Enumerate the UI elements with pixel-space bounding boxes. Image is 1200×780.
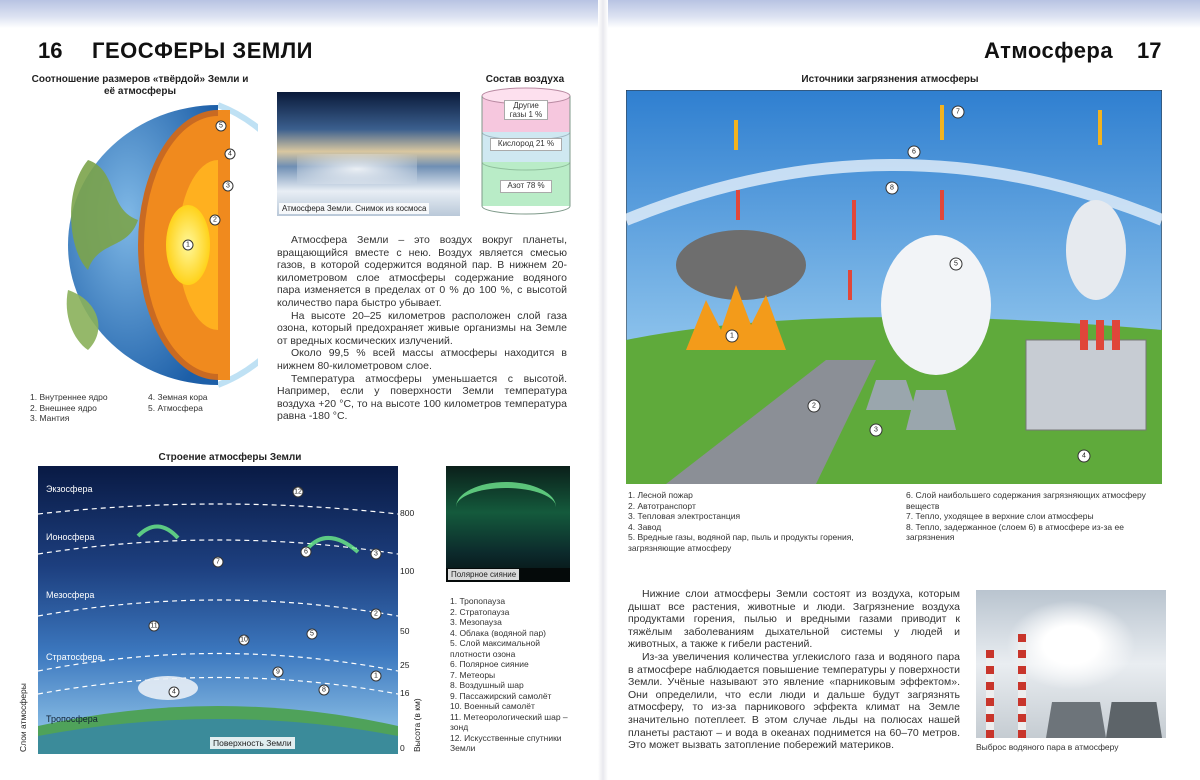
earth-diagram-caption: Соотношение размеров «твёрдой» Земли и её атмосферы [31,74,249,97]
steam-photo-caption: Выброс водяного пара в атмосферу [976,742,1119,752]
smoke-cloud [1066,200,1126,300]
marker-2 [808,400,820,412]
earth-surface-label: Поверхность Земли [210,737,295,749]
legend-item: 12. Искусственные спутники Земли [450,732,562,753]
legend-item: 7. Метеоры [450,669,496,680]
space-photo [277,92,460,216]
svg-text:3: 3 [874,426,878,434]
svg-text:6: 6 [304,548,308,556]
svg-text:4: 4 [228,150,232,158]
marker-11 [149,621,159,631]
pollution-legend-col1 [628,490,894,553]
paragraph: Нижние слои атмосферы Земли состоят из воздуха, которым дышат все растения, животные и люди. Загрязнение воздуха продуктами горения, пылью и вредными газами приводит к тяжёлым заболеваниям дыхательной системы у людей и животных, а также к гибели растений. [628,588,960,651]
marker-2 [210,215,220,225]
marker-5 [950,258,962,270]
steam-cloud [881,235,991,375]
right-page-number: 17 [1137,38,1162,63]
svg-text:7: 7 [956,108,960,116]
svg-text:4: 4 [1082,452,1086,460]
svg-text:6: 6 [912,148,916,156]
cloud-shape [297,154,417,184]
marker-3 [371,549,381,559]
legend-item: 5. Слой максимальной плотности озона [450,638,540,659]
legend-item: 8. Воздушный шар [450,680,524,690]
legend-item: 11. Метеорологический шар – зонд [450,711,568,732]
svg-text:4: 4 [172,688,176,696]
right-page-title: Атмосфера [984,38,1114,63]
legend-item: 1. Лесной пожар [628,490,693,500]
legend-item: 3. Тепловая электростанция [628,511,741,521]
marker-1 [371,671,381,681]
lower-text [628,588,960,752]
svg-text:1: 1 [730,332,734,340]
air-layer-other: Другие газы 1 % [504,100,548,120]
svg-text:1: 1 [186,241,190,249]
svg-text:8: 8 [890,184,894,192]
marker-8 [886,182,898,194]
legend-item: 4. Облака (водяной пар) [450,627,547,638]
intro-text [277,234,567,423]
marker-8 [319,685,329,695]
earth-legend-col2 [148,392,208,413]
svg-text:7: 7 [216,558,220,566]
aurora-photo [446,466,570,582]
svg-text:8: 8 [322,686,326,694]
paragraph: Температура атмосферы уменьшается с высотой. Например, если у поверхности Земли температура воздуха +20 °С, то на высоте 100 километров температура равна -180 °С. [277,372,567,423]
legend-item: 2. Автотранспорт [628,500,696,511]
svg-text:5: 5 [954,260,958,268]
legend-item: 5. Вредные газы, водяной пар, пыль и продукты горения, загрязняющие атмосферу [628,532,854,553]
marker-5 [307,629,317,639]
legend-item: 6. Полярное сияние [450,659,529,669]
legend-item: 1. Внутреннее ядро [30,392,108,402]
marker-2 [371,609,381,619]
space-photo-caption: Атмосфера Земли. Снимок из космоса [279,203,429,214]
cooling-tower [1046,702,1106,738]
steam-photo [976,590,1166,738]
marker-4 [169,687,179,697]
marker-4 [1078,450,1090,462]
pollution-diagram [626,90,1162,484]
factory [1026,340,1146,430]
svg-text:12: 12 [294,488,302,496]
svg-text:10: 10 [240,636,248,644]
cooling-tower [1106,702,1162,738]
structure-legend [450,596,580,754]
svg-text:5: 5 [219,122,223,130]
marker-5 [216,121,226,131]
earth-legend-col1 [30,392,108,424]
legend-item: 5. Атмосфера [148,402,203,413]
legend-item: 10. Военный самолёт [450,701,535,711]
air-composition-caption: Состав воздуха [485,74,565,85]
structure-caption: Строение атмосферы Земли [158,452,302,463]
legend-item: 2. Внешнее ядро [30,402,97,413]
chimney [986,650,994,738]
legend-item: 1. Тропопауза [450,596,506,606]
legend-item: 8. Тепло, задержанное (слоем 6) в атмосфере из-за ее загрязнения [906,521,1124,542]
legend-item: 3. Мезопауза [450,617,502,627]
left-page-number: 16 [38,38,63,63]
scale-tick-800: 800 [400,508,415,518]
marker-12 [293,487,303,497]
book-gutter [598,0,608,780]
legend-item: 4. Завод [628,521,662,532]
marker-3 [223,181,233,191]
legend-item: 7. Тепло, уходящее в верхние слои атмосферы [906,511,1094,521]
svg-text:9: 9 [276,668,280,676]
svg-text:11: 11 [150,622,158,630]
layer-ionosphere: Ионосфера [46,532,95,542]
svg-text:2: 2 [812,402,816,410]
paragraph: Около 99,5 % всей массы атмосферы находится в нижнем 80-километровом слое. [277,347,567,372]
marker-7 [952,106,964,118]
layer-exosphere: Экзосфера [46,484,93,494]
scale-tick-16: 16 [400,688,410,698]
svg-text:5: 5 [310,630,314,638]
legend-item: 9. Пассажирский самолёт [450,690,552,701]
legend-item: 2. Стратопауза [450,606,510,617]
svg-text:3: 3 [226,182,230,190]
marker-10 [239,635,249,645]
marker-3 [870,424,882,436]
svg-text:3: 3 [374,550,378,558]
marker-9 [273,667,283,677]
marker-1 [183,240,193,250]
height-axis-label: Высота (в км) [412,698,422,752]
air-layer-nitrogen: Азот 78 % [500,180,552,193]
aurora-photo-caption: Полярное сияние [448,569,519,580]
svg-text:1: 1 [374,672,378,680]
layers-side-label: Слои атмосферы [18,683,28,752]
paragraph: Из-за увеличения количества углекислого газа и водяного пара в атмосфере наблюдается повышение температуры у поверхности Земли. Учёные называют это явление «парниковым эффектом». Они определили, что если люди и дальше будут загрязнять атмосферу, то из-за парникового эффекта климат на Земле значительно потеплеет. В этом случае льды на полюсах нашей планеты растают – и вода в океанах поднимется на 60–70 метров. Это может вызвать затопление побережий материков. [628,650,960,752]
legend-item: 4. Земная кора [148,392,208,402]
pollution-legend-col2 [906,490,1160,543]
left-page-title: ГЕОСФЕРЫ ЗЕМЛИ [92,38,313,63]
svg-text:2: 2 [213,216,217,224]
scale-tick-0: 0 [400,743,405,753]
smoke-cloud [676,230,806,300]
aurora-shape [456,482,556,532]
legend-item: 3. Мантия [30,413,70,423]
marker-7 [213,557,223,567]
scale-tick-100: 100 [400,566,415,576]
paragraph: На высоте 20–25 километров расположен слой газа озона, который предохраняет живые организмы на Земле от вредных космических излучений. [277,309,567,347]
marker-1 [726,330,738,342]
paragraph: Атмосфера Земли – это воздух вокруг планеты, вращающийся вместе с нею. Воздух является смесью газов, в которой содержится водяной пар. В нижнем 20-километровом слое атмосферы содержание водяного пара изменяется в пределах от 0 % до 100 %, с высотой количество пара быстро убывает. [277,234,567,309]
scale-tick-25: 25 [400,660,410,670]
layer-stratosphere: Стратосфера [46,652,103,662]
cloud-shape [138,676,198,700]
legend-item: 6. Слой наибольшего содержания загрязняющих атмосферу веществ [906,490,1146,511]
chimney [1018,634,1026,738]
atmosphere-structure-diagram [38,466,398,754]
layer-troposphere: Тропосфера [46,714,98,724]
svg-text:2: 2 [374,610,378,618]
marker-6 [301,547,311,557]
scale-tick-50: 50 [400,626,410,636]
air-layer-oxygen: Кислород 21 % [490,138,562,151]
marker-4 [225,149,235,159]
earth-cross-section [28,100,258,390]
layer-mesosphere: Мезосфера [46,590,95,600]
pollution-caption: Источники загрязнения атмосферы [801,74,979,85]
marker-6 [908,146,920,158]
